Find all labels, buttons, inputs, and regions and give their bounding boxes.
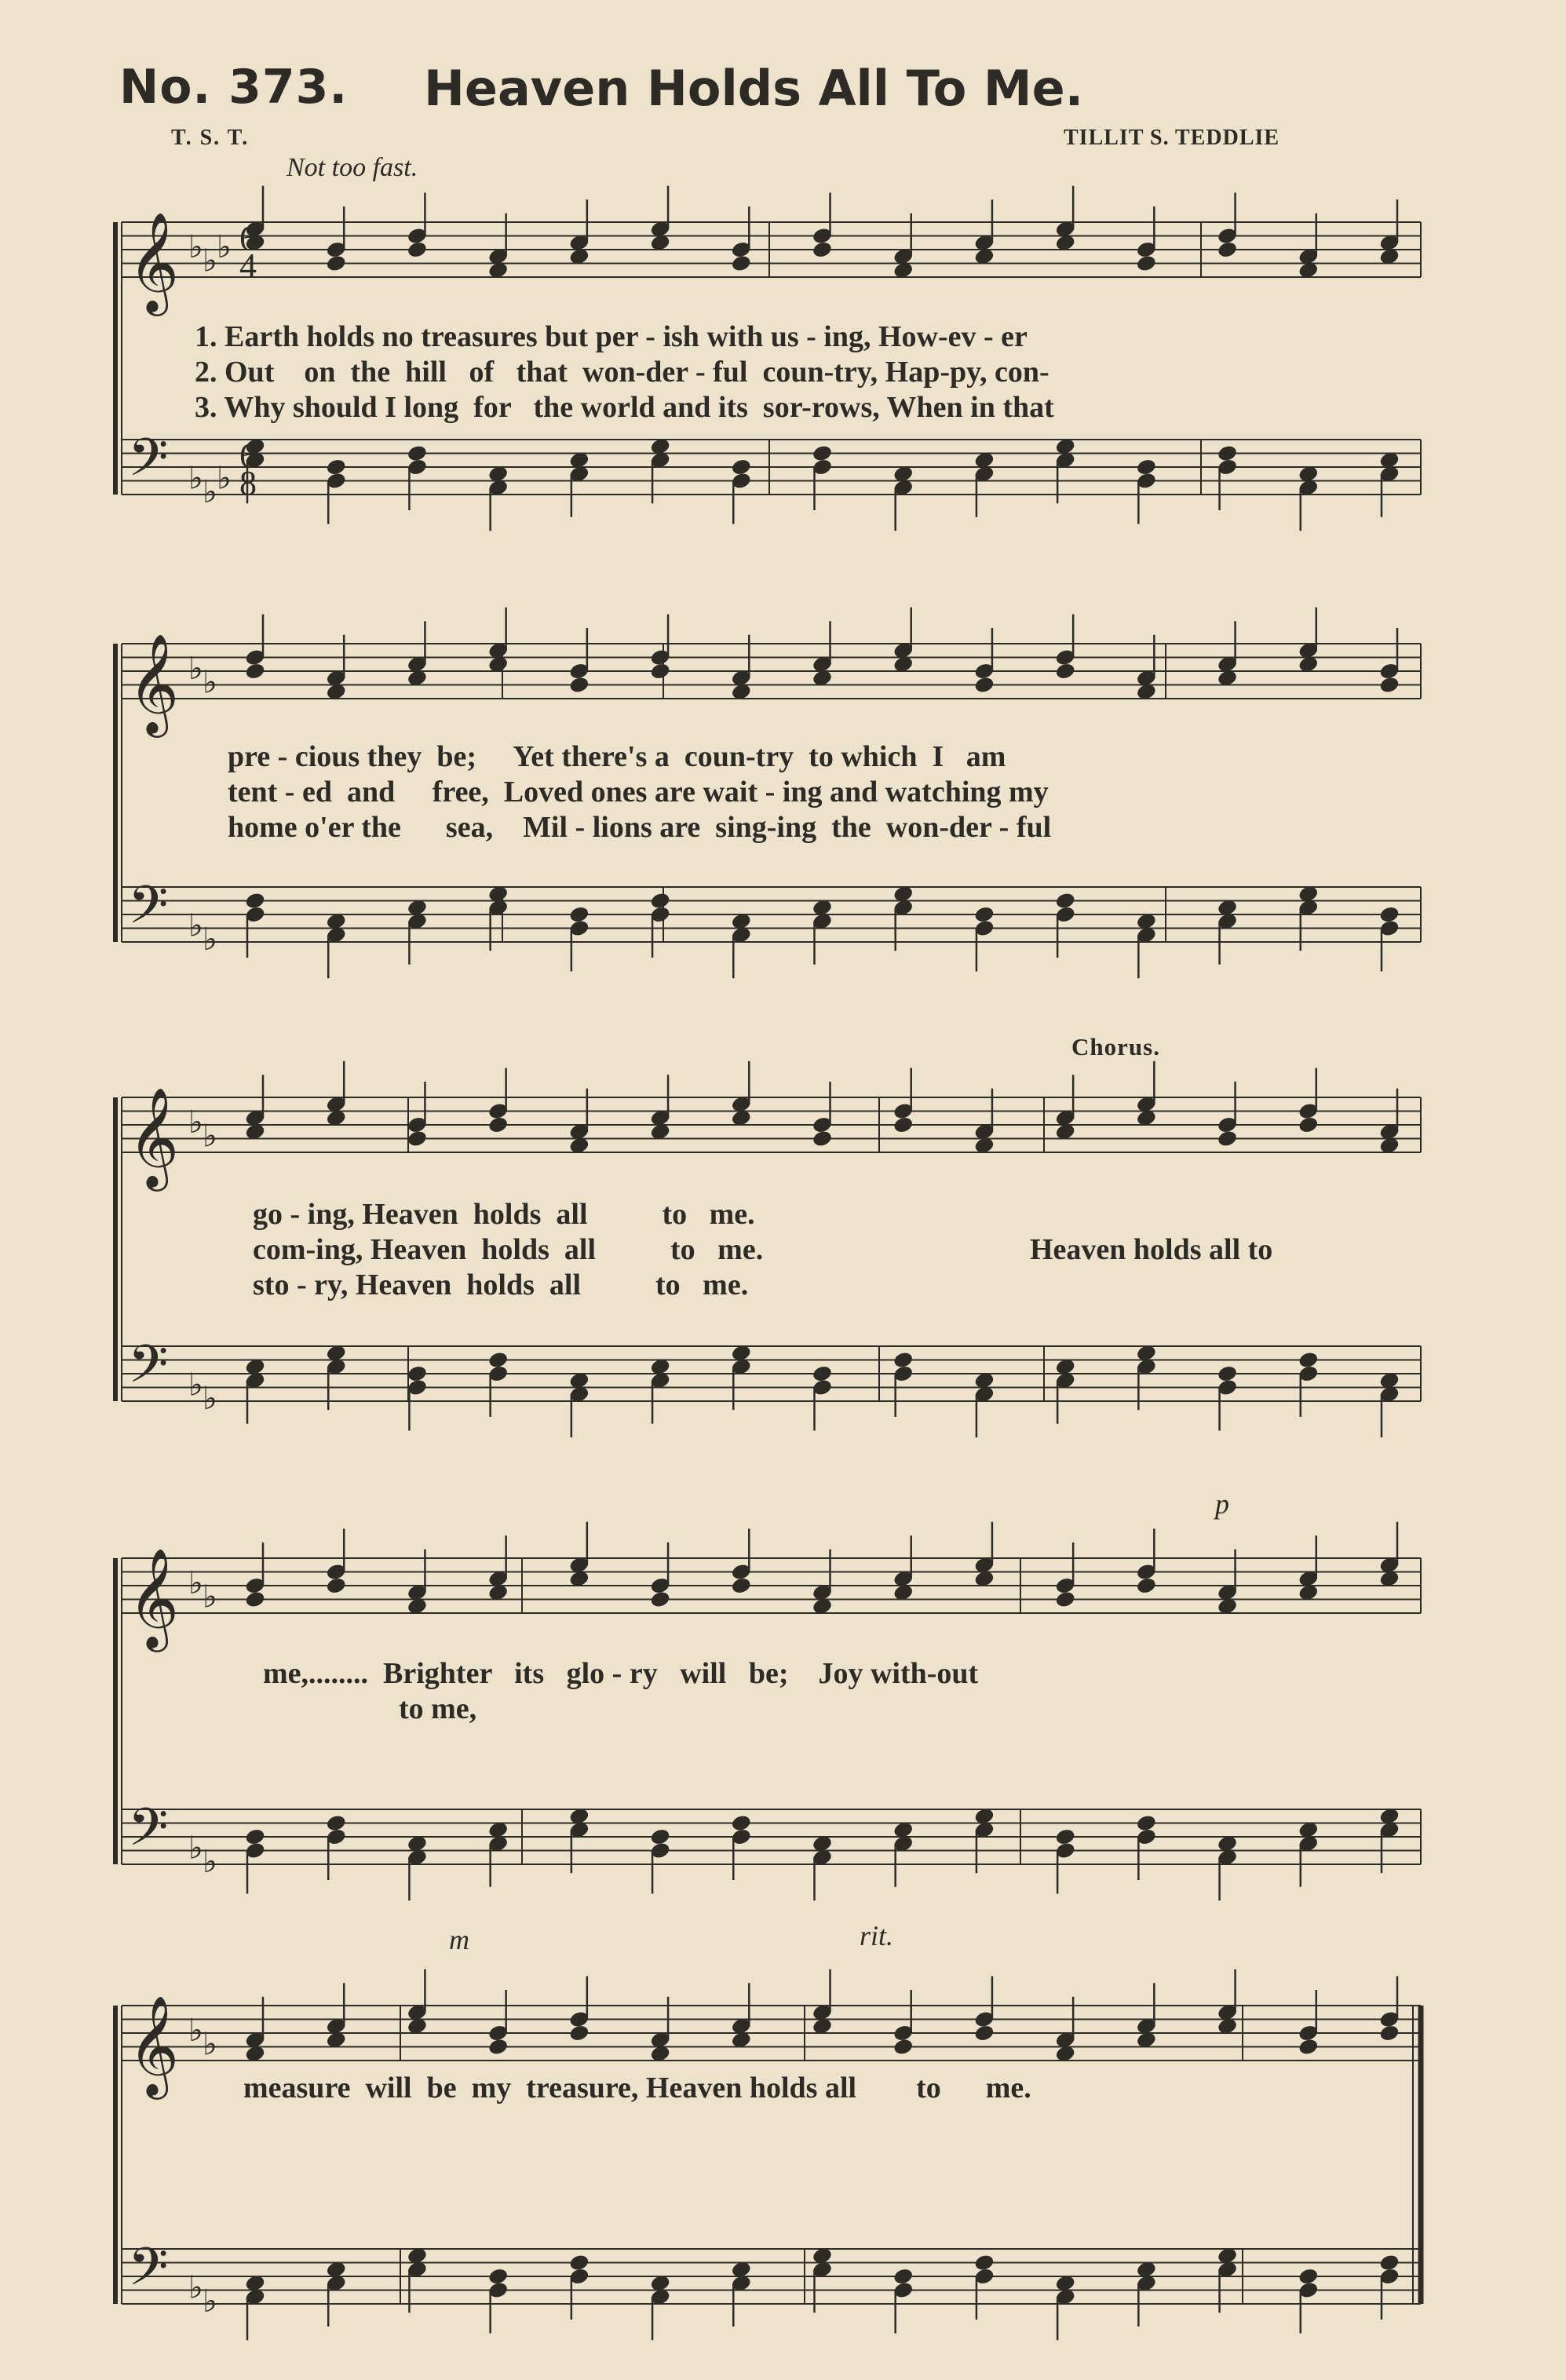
bass-clef-icon: 𝄢 [128, 427, 169, 501]
flat-icon: ♭ [203, 2026, 217, 2063]
flat-icon: ♭ [188, 1830, 203, 1867]
notehead [569, 906, 590, 924]
flat-icon: ♭ [188, 651, 203, 687]
notehead [245, 1590, 265, 1608]
notehead [407, 444, 427, 462]
notehead [569, 2254, 590, 2272]
notehead [731, 458, 751, 476]
notehead [326, 458, 346, 476]
flat-icon: ♭ [203, 243, 217, 279]
notehead [1298, 1116, 1319, 1134]
notehead [1298, 2268, 1319, 2286]
lyricist-credit: T. S. T. [171, 126, 250, 150]
notehead [1055, 663, 1075, 681]
treble-clef-icon: 𝄞 [128, 1995, 180, 2095]
notehead [1217, 444, 1237, 462]
notehead [488, 1351, 509, 1369]
lyric-system3-verse1: go - ing, Heaven holds all to me. [253, 1198, 755, 1231]
flat-icon: ♭ [188, 1367, 203, 1404]
notehead [731, 1814, 751, 1832]
notehead [245, 1828, 265, 1846]
notehead [731, 1577, 751, 1595]
notehead [974, 906, 995, 924]
time-signature-bottom: 4 [239, 246, 257, 285]
notehead [1136, 458, 1156, 476]
time-signature-bottom: 8 [239, 464, 257, 502]
notehead [650, 663, 670, 681]
notehead [245, 892, 265, 910]
time-signature-top: 6 [239, 219, 257, 257]
lyric-system3-verse3: sto - ry, Heaven holds all to me. [253, 1268, 749, 1301]
notehead [893, 1116, 914, 1134]
flat-icon: ♭ [203, 1381, 217, 1417]
bass-clef-icon: 𝄢 [128, 1797, 169, 1871]
notehead [245, 663, 265, 681]
notehead [893, 2268, 914, 2286]
flat-icon: ♭ [203, 664, 217, 701]
notehead [1379, 676, 1400, 694]
flat-icon: ♭ [217, 460, 232, 497]
flat-icon: ♭ [188, 1565, 203, 1601]
flat-icon: ♭ [188, 907, 203, 944]
notehead [1055, 1590, 1075, 1608]
notehead [650, 1828, 670, 1846]
notehead [326, 254, 346, 272]
lyric-system5: measure will be my treasure, Heaven holds all to me. [243, 2072, 1031, 2104]
lyric-system1-verse3: 3. Why should I long for the world and its sor-rows, When in that [195, 391, 1054, 424]
flat-icon: ♭ [203, 922, 217, 958]
notehead [407, 241, 427, 259]
notehead [1379, 906, 1400, 924]
notehead [812, 1365, 832, 1383]
dynamic-m: m [449, 1924, 469, 1955]
lyric-system3-verse2: com-ing, Heaven holds all to me. [253, 1233, 764, 1266]
notehead [812, 241, 832, 259]
lyric-system1-verse2: 2. Out on the hill of that won-der - ful coun-try, Hap-py, con- [195, 356, 1049, 389]
flat-icon: ♭ [188, 2269, 203, 2306]
lyric-system2-verse3: home o'er the sea, Mil - lions are sing-ing the won-der - ful [228, 811, 1052, 844]
treble-clef-icon: 𝄞 [128, 1547, 180, 1648]
notehead [407, 1130, 427, 1148]
notehead [326, 1577, 346, 1595]
notehead [488, 1116, 509, 1134]
notehead [974, 2024, 995, 2042]
flat-icon: ♭ [188, 460, 203, 497]
dynamic-rit: rit. [860, 1920, 894, 1951]
composer-credit: TILLIT S. TEDDLIE [1064, 126, 1280, 150]
lyric-system4: me,........ Brighter its glo - ry will be; Joy with-out [263, 1657, 979, 1690]
flat-icon: ♭ [203, 1844, 217, 1880]
time-signature-top: 6 [239, 436, 257, 475]
notehead [488, 2268, 509, 2286]
flat-icon: ♭ [217, 229, 232, 265]
notehead [569, 676, 590, 694]
treble-clef-icon: 𝄞 [128, 633, 180, 733]
notehead [893, 1351, 914, 1369]
notehead [1217, 1365, 1237, 1383]
notehead [1379, 2254, 1400, 2272]
notehead [974, 676, 995, 694]
notehead [812, 1130, 832, 1148]
lyric-system2-verse1: pre - cious they be; Yet there's a coun-try to which I am [228, 740, 1006, 773]
notehead [407, 1365, 427, 1383]
notehead [488, 2038, 509, 2056]
lyric-system4-alt: to me, [399, 1692, 477, 1725]
treble-clef-icon: 𝄞 [128, 211, 180, 312]
hymn-title: Heaven Holds All To Me. [424, 60, 1084, 117]
tempo-marking: Not too fast. [287, 153, 418, 182]
notehead [1055, 892, 1075, 910]
flat-icon: ♭ [203, 1579, 217, 1615]
flat-icon: ♭ [188, 229, 203, 265]
notehead [812, 444, 832, 462]
notehead [650, 1590, 670, 1608]
flat-icon: ♭ [203, 1118, 217, 1155]
notehead [1298, 1351, 1319, 1369]
notehead [650, 892, 670, 910]
notehead [1136, 1814, 1156, 1832]
lyric-system1-verse1: 1. Earth holds no treasures but per - ish with us - ing, How-ev - er [195, 320, 1028, 353]
notehead [1217, 241, 1237, 259]
notehead [1136, 1577, 1156, 1595]
dynamic-piano: p [1215, 1488, 1229, 1520]
lyric-system2-verse2: tent - ed and free, Loved ones are wait - ing and watching my [228, 776, 1049, 809]
treble-clef-icon: 𝄞 [128, 1086, 180, 1187]
notehead [1055, 1828, 1075, 1846]
flat-icon: ♭ [203, 474, 217, 510]
notehead [1379, 2024, 1400, 2042]
flat-icon: ♭ [203, 2283, 217, 2320]
notehead [569, 2024, 590, 2042]
notehead [1298, 2038, 1319, 2056]
notehead [1136, 254, 1156, 272]
chorus-label: Chorus. [1071, 1033, 1160, 1060]
notehead [893, 2038, 914, 2056]
bass-clef-icon: 𝄢 [128, 874, 169, 948]
notehead [1217, 1130, 1237, 1148]
bass-clef-icon: 𝄢 [128, 2236, 169, 2310]
notehead [974, 2254, 995, 2272]
notehead [326, 1814, 346, 1832]
lyric-chorus-start: Heaven holds all to [1030, 1233, 1273, 1266]
hymn-number: No. 373. [119, 60, 349, 115]
flat-icon: ♭ [188, 2013, 203, 2049]
flat-icon: ♭ [188, 1104, 203, 1141]
notehead [731, 254, 751, 272]
bass-clef-icon: 𝄢 [128, 1334, 169, 1407]
